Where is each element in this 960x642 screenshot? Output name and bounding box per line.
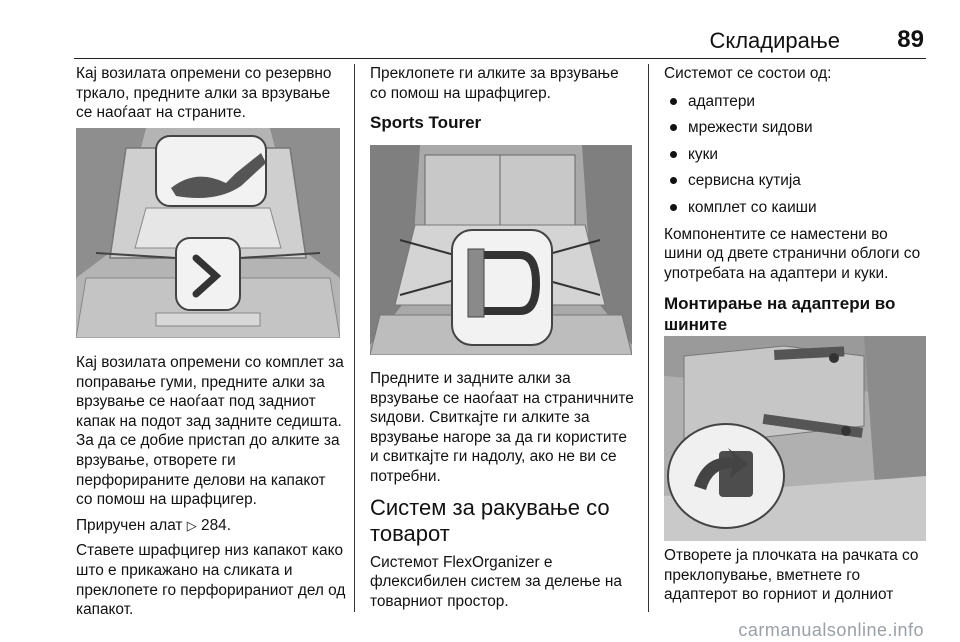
column-divider — [354, 64, 355, 612]
reference-page: 284. — [201, 516, 231, 534]
reference-arrow-icon[interactable]: ▷ — [186, 517, 197, 533]
header-rule — [74, 58, 926, 59]
paragraph: Кај возилата опремени со комплет за поправање гуми, предните алки за врзување се наоѓаат под задниот капак на подот зад задните седишта. За да се добие пристап до алките за врзување, отворете ги перфорираните делови на капакот со помош на шрафцигер. — [76, 354, 344, 509]
paragraph: Преклопете ги алките за врзување со помош на шрафцигер. — [370, 65, 619, 102]
list-item: куки — [664, 145, 928, 165]
heading-mount-adapters: Монтирање на адаптери во шините — [664, 294, 896, 335]
paragraph: Предните и задните алки за врзување се наоѓаат на страничните ѕидови. Свиткајте ги алките за врзување нагоре за да ги користите и свиткајте ги надолу, ако не ви се потребни. — [370, 370, 634, 485]
figure-adapter-rails — [664, 336, 926, 541]
heading-cargo-system: Систем за ракување со товарот — [370, 494, 610, 546]
list-item: мрежести ѕидови — [664, 118, 928, 138]
bullet-icon — [670, 177, 677, 184]
paragraph: Системот се состои од: — [664, 65, 832, 82]
watermark: carmanualsonline.info — [738, 620, 924, 640]
bullet-icon — [670, 151, 677, 158]
paragraph: Ставете шрафцигер низ капакот како што е прикажано на сликата и преклопете го перфорираниот дел од капакот. — [76, 542, 346, 619]
component-list — [664, 92, 928, 218]
bullet-icon — [670, 124, 677, 131]
paragraph: Системот FlexOrganizer е флексибилен систем за делење на товарниот простор. — [370, 553, 622, 610]
bullet-icon — [670, 98, 677, 105]
column-2-lower — [370, 369, 636, 611]
paragraph: Компонентите се наместени во шини од двете странични облоги со употребата на адаптери и куки. — [664, 225, 921, 282]
page-title: Складирање — [709, 28, 840, 53]
column-1-lower — [76, 353, 346, 626]
paragraph: Кај возилата опремени со резервно тркало, предните алки за врзување се наоѓаат на страните. — [76, 65, 332, 122]
reference-text: Приручен алат — [76, 516, 183, 534]
column-3 — [664, 64, 928, 343]
figure-sports-tourer-trunk — [370, 145, 632, 355]
column-2 — [370, 64, 634, 141]
column-3-lower — [664, 546, 928, 605]
paragraph-reference — [76, 516, 346, 536]
subheading-sports-tourer: Sports Tourer — [370, 113, 482, 133]
list-item: комплет со каиши — [664, 198, 928, 218]
page-header — [0, 0, 960, 60]
list-item: сервисна кутија — [664, 171, 928, 191]
column-1 — [76, 64, 344, 131]
paragraph: Отворете ја плочката на рачката со преклопување, вметнете го адаптерот во горниот и долниот — [664, 547, 919, 604]
column-divider — [648, 64, 649, 612]
bullet-icon — [670, 204, 677, 211]
figure-trunk-spare-wheel — [76, 128, 340, 338]
page-number: 89 — [897, 26, 924, 53]
list-item: адаптери — [664, 92, 928, 112]
